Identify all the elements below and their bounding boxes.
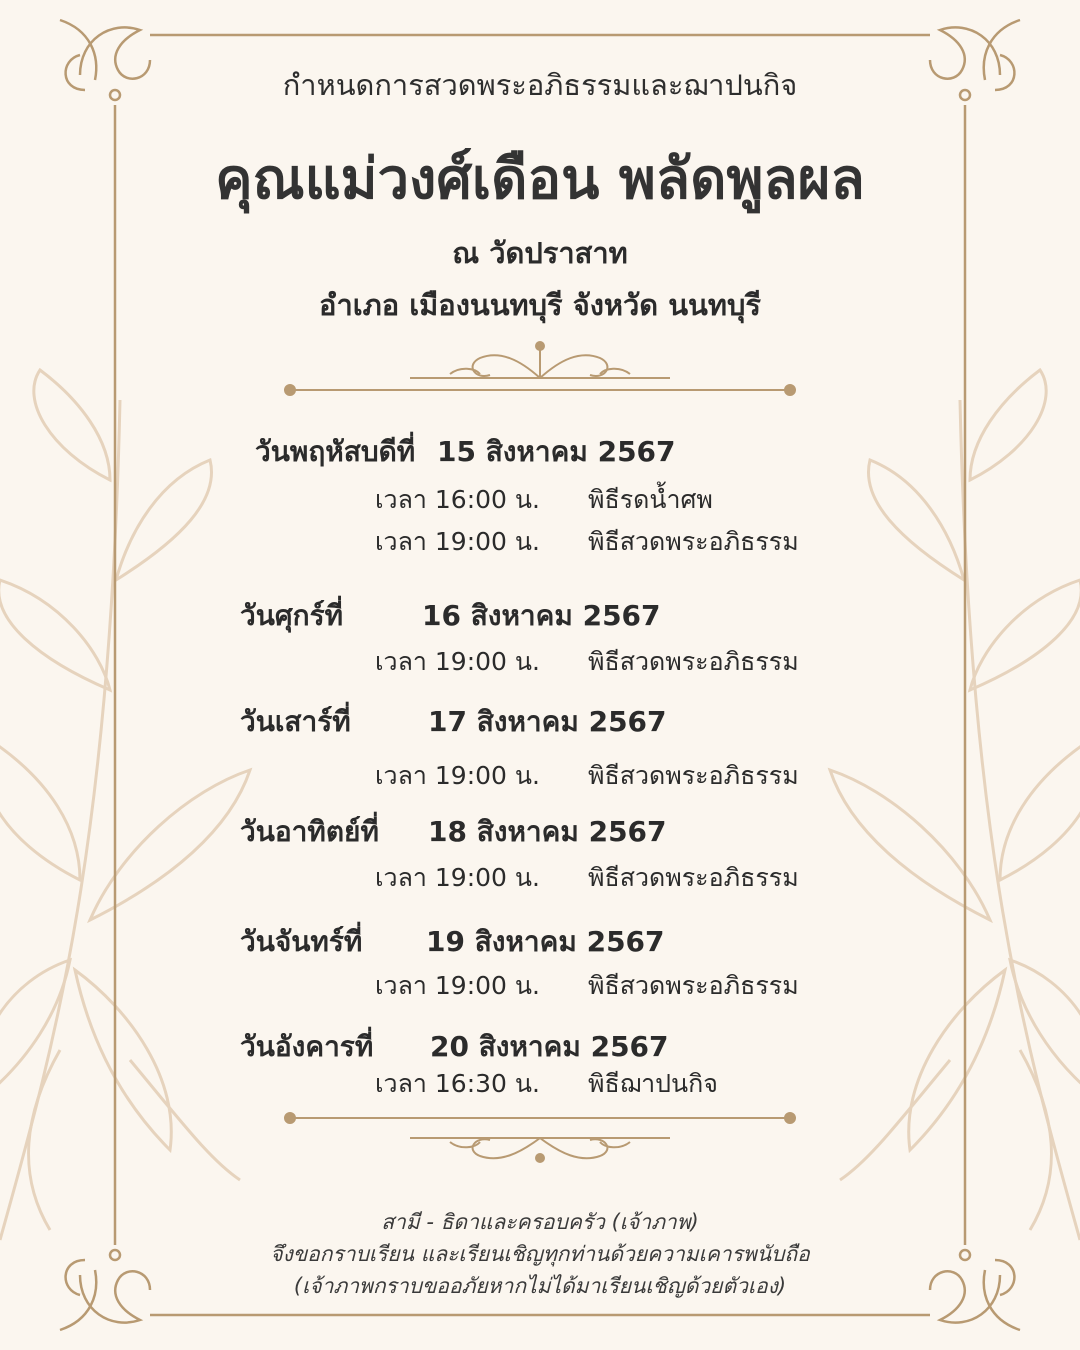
footer-host: สามี - ธิดาและครอบครัว (เจ้าภาพ) bbox=[381, 1210, 699, 1234]
schedule-time: เวลา 16:00 น. bbox=[375, 485, 540, 514]
schedule-day: วันจันทร์ที่ bbox=[240, 925, 363, 958]
schedule-date: 20 สิงหาคม 2567 bbox=[430, 1030, 669, 1063]
schedule-time: เวลา 16:30 น. bbox=[375, 1069, 540, 1098]
footer-apology: (เจ้าภาพกราบขออภัยหากไม่ได้มาเรียนเชิญด้วยตัวเอง) bbox=[293, 1274, 787, 1298]
schedule-time: เวลา 19:00 น. bbox=[375, 971, 540, 1000]
schedule-day: วันอังคารที่ bbox=[240, 1030, 374, 1063]
venue: ณ วัดปราสาท bbox=[452, 236, 628, 270]
lily-floral-decoration bbox=[0, 360, 260, 1260]
location: อำเภอ เมืองนนทบุรี จังหวัด นนทบุรี bbox=[319, 288, 761, 322]
schedule-time: เวลา 19:00 น. bbox=[375, 761, 540, 790]
schedule-day: วันศุกร์ที่ bbox=[240, 599, 344, 632]
schedule-date: 19 สิงหาคม 2567 bbox=[426, 925, 665, 958]
schedule-date: 18 สิงหาคม 2567 bbox=[428, 815, 667, 848]
ornament-divider-icon bbox=[280, 1098, 800, 1178]
schedule-date: 15 สิงหาคม 2567 bbox=[437, 435, 676, 468]
schedule-time: เวลา 19:00 น. bbox=[375, 863, 540, 892]
schedule-event: พิธีสวดพระอภิธรรม bbox=[588, 971, 799, 1000]
schedule-time: เวลา 19:00 น. bbox=[375, 527, 540, 556]
page-title: กำหนดการสวดพระอภิธรรมและฌาปนกิจ bbox=[282, 68, 798, 102]
schedule-day: วันเสาร์ที่ bbox=[240, 705, 351, 738]
schedule-date: 17 สิงหาคม 2567 bbox=[428, 705, 667, 738]
schedule-day: วันพฤหัสบดีที่ bbox=[255, 435, 416, 468]
schedule-event: พิธีสวดพระอภิธรรม bbox=[588, 863, 799, 892]
ornament-divider-icon bbox=[280, 330, 800, 410]
schedule-date: 16 สิงหาคม 2567 bbox=[422, 599, 661, 632]
schedule-event: พิธีฌาปนกิจ bbox=[588, 1069, 718, 1098]
footer-invitation: จึงขอกราบเรียน และเรียนเชิญทุกท่านด้วยความเคารพนับถือ bbox=[270, 1242, 810, 1266]
schedule-day: วันอาทิตย์ที่ bbox=[240, 815, 379, 848]
schedule-event: พิธีสวดพระอภิธรรม bbox=[588, 761, 799, 790]
schedule-event: พิธีสวดพระอภิธรรม bbox=[588, 647, 799, 676]
lily-floral-decoration bbox=[820, 360, 1080, 1260]
schedule-event: พิธีรดน้ำศพ bbox=[588, 485, 713, 514]
schedule-event: พิธีสวดพระอภิธรรม bbox=[588, 527, 799, 556]
deceased-name: คุณแม่วงศ์เดือน พลัดพูลผล bbox=[215, 147, 865, 212]
schedule-time: เวลา 19:00 น. bbox=[375, 647, 540, 676]
